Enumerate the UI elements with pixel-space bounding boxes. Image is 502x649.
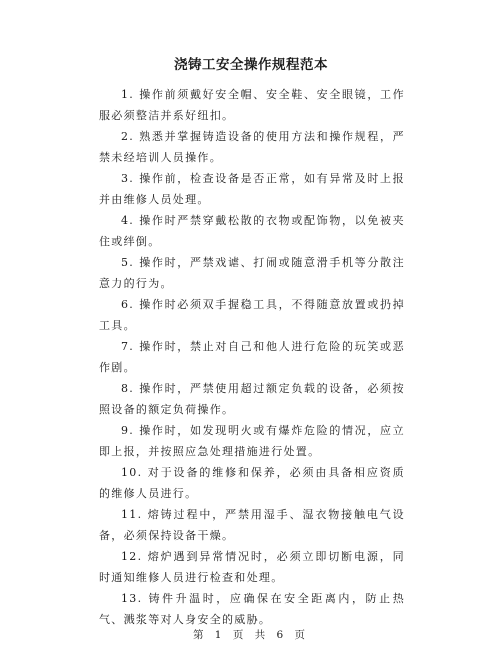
paragraph-1: 1. 操作前须戴好安全帽、安全鞋、安全眼镜，工作服必须整洁并系好纽扣。 bbox=[99, 88, 405, 122]
page-number-footer: 第 1 页 共 6 页 bbox=[192, 629, 310, 641]
paragraph-4: 4. 操作时严禁穿戴松散的衣物或配饰物，以免被夹住或绊倒。 bbox=[99, 214, 405, 248]
paragraph-5: 5. 操作时，严禁戏谑、打闹或随意滑手机等分散注意力的行为。 bbox=[99, 256, 405, 290]
paragraph-12: 12. 熔炉遇到异常情况时，必须立即切断电源，同时通知维修人员进行检查和处理。 bbox=[99, 550, 405, 584]
paragraph-11: 11. 熔铸过程中，严禁用湿手、湿衣物接触电气设备，必须保持设备干燥。 bbox=[99, 508, 405, 542]
page-title: 浇铸工安全操作规程范本 bbox=[174, 57, 328, 73]
paragraph-9: 9. 操作时，如发现明火或有爆炸危险的情况，应立即上报，并按照应急处理措施进行处置。 bbox=[99, 424, 405, 458]
paragraph-8: 8. 操作时，严禁使用超过额定负载的设备，必须按照设备的额定负荷操作。 bbox=[99, 382, 405, 416]
paragraph-7: 7. 操作时，禁止对自己和他人进行危险的玩笑或恶作剧。 bbox=[99, 340, 405, 374]
paragraph-13: 13. 铸件升温时，应确保在安全距离内，防止热气、溅浆等对人身安全的威胁。 bbox=[99, 592, 405, 626]
paragraph-10: 10. 对于设备的维修和保养，必须由具备相应资质的维修人员进行。 bbox=[99, 466, 405, 500]
paragraph-6: 6. 操作时必须双手握稳工具，不得随意放置或扔掉工具。 bbox=[99, 298, 405, 332]
paragraph-2: 2. 熟悉并掌握铸造设备的使用方法和操作规程，严禁未经培训人员操作。 bbox=[99, 130, 405, 164]
document-body bbox=[99, 84, 405, 630]
paragraph-3: 3. 操作前，检查设备是否正常，如有异常及时上报并由维修人员处理。 bbox=[99, 172, 405, 206]
